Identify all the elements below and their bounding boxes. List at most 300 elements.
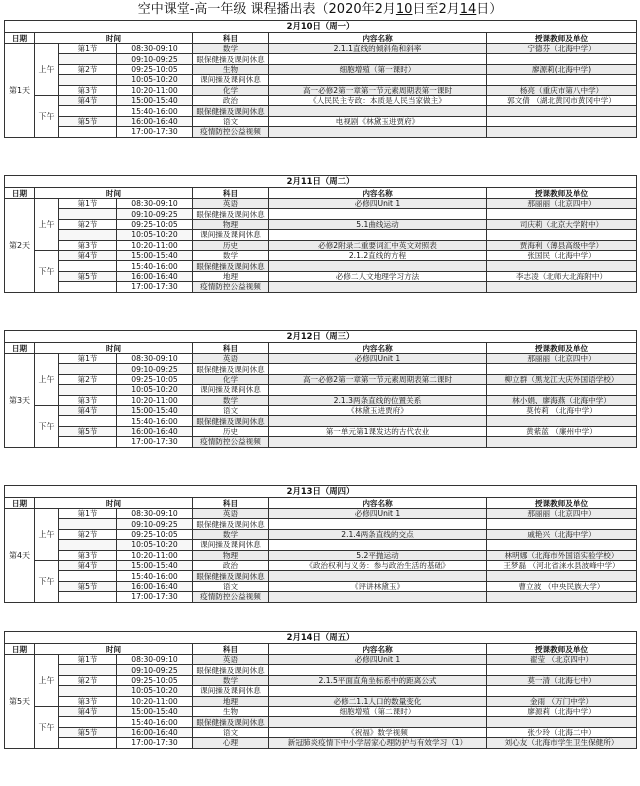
subject-cell: 英语 <box>193 354 269 364</box>
subject-cell: 地理 <box>193 271 269 281</box>
subject-cell: 课间操及课间休息 <box>193 230 269 240</box>
header-time: 时间 <box>35 498 193 509</box>
section-label: 第3节 <box>59 696 117 706</box>
content-cell: 细胞增殖（第一课时） <box>269 64 487 74</box>
time-cell: 15:40-16:00 <box>117 416 193 426</box>
teacher-cell: 林明娜（北海市外国语实验学校） <box>487 550 637 560</box>
header-teacher: 授课教师及单位 <box>487 498 637 509</box>
table-row <box>5 696 637 706</box>
section-label <box>59 261 117 271</box>
teacher-cell: 林小娟、廖海燕（北海中学） <box>487 395 637 405</box>
time-cell: 10:05-10:20 <box>117 75 193 85</box>
teacher-cell: 柳立群（黑龙江大庆外国语学校） <box>487 374 637 384</box>
content-cell: 《祝福》数学视频 <box>269 727 487 737</box>
content-cell <box>269 592 487 602</box>
time-cell: 15:00-15:40 <box>117 95 193 105</box>
subject-cell: 英语 <box>193 655 269 665</box>
date-heading: 2月13日（周四） <box>5 486 637 498</box>
subject-cell: 眼保健操及课间休息 <box>193 261 269 271</box>
teacher-cell <box>487 261 637 271</box>
title-start-day: 10 <box>395 2 413 17</box>
subject-cell: 英语 <box>193 509 269 519</box>
header-teacher: 授课教师及单位 <box>487 33 637 44</box>
section-label <box>59 75 117 85</box>
subject-cell: 眼保健操及课间休息 <box>193 364 269 374</box>
day-label: 第1天 <box>5 44 35 138</box>
content-cell: 5.2平抛运动 <box>269 550 487 560</box>
header-row <box>5 498 637 509</box>
time-cell: 15:00-15:40 <box>117 405 193 415</box>
time-cell: 15:40-16:00 <box>117 106 193 116</box>
section-label: 第4节 <box>59 95 117 105</box>
teacher-cell: 莫传莉 （北海中学） <box>487 405 637 415</box>
time-cell: 10:05-10:20 <box>117 385 193 395</box>
subject-cell: 历史 <box>193 426 269 436</box>
header-date: 日期 <box>5 343 35 354</box>
header-teacher: 授课教师及单位 <box>487 188 637 199</box>
subject-cell: 数学 <box>193 529 269 539</box>
section-label <box>59 364 117 374</box>
table-row <box>5 437 637 447</box>
section-label: 第3节 <box>59 395 117 405</box>
header-subject: 科目 <box>193 498 269 509</box>
table-row <box>5 199 637 209</box>
content-cell <box>269 519 487 529</box>
teacher-cell <box>487 540 637 550</box>
content-cell: 新冠肺炎疫情下中小学居家心理防护与有效学习（1） <box>269 738 487 748</box>
teacher-cell <box>487 54 637 64</box>
section-label <box>59 106 117 116</box>
content-cell <box>269 75 487 85</box>
subject-cell: 地理 <box>193 696 269 706</box>
subject-cell: 疫情防控公益视频 <box>193 282 269 292</box>
table-row <box>5 592 637 602</box>
section-label: 第5节 <box>59 426 117 436</box>
section-label: 第3节 <box>59 550 117 560</box>
teacher-cell <box>487 519 637 529</box>
table-row <box>5 75 637 85</box>
content-cell: 高一必修2第一章第一节元素周期表第二课时 <box>269 374 487 384</box>
subject-cell: 物理 <box>193 219 269 229</box>
subject-cell: 疫情防控公益视频 <box>193 127 269 137</box>
date-heading: 2月12日（周三） <box>5 331 637 343</box>
day-schedule-table <box>4 631 637 749</box>
content-cell: 第一单元第1课发达的古代农业 <box>269 426 487 436</box>
time-cell: 08:30-09:10 <box>117 354 193 364</box>
time-cell: 10:20-11:00 <box>117 85 193 95</box>
table-row <box>5 655 637 665</box>
section-label <box>59 519 117 529</box>
content-cell: 必修四Unit 1 <box>269 655 487 665</box>
header-row <box>5 33 637 44</box>
section-label <box>59 282 117 292</box>
teacher-cell <box>487 592 637 602</box>
content-cell <box>269 385 487 395</box>
time-cell: 10:20-11:00 <box>117 696 193 706</box>
time-cell: 08:30-09:10 <box>117 509 193 519</box>
subject-cell: 数学 <box>193 395 269 405</box>
section-label: 第3节 <box>59 240 117 250</box>
table-row <box>5 706 637 716</box>
teacher-cell <box>487 364 637 374</box>
subject-cell: 政治 <box>193 95 269 105</box>
header-content: 内容名称 <box>269 188 487 199</box>
subject-cell: 眼保健操及课间休息 <box>193 106 269 116</box>
subject-cell: 历史 <box>193 240 269 250</box>
period-label: 下午 <box>35 250 59 292</box>
section-label: 第3节 <box>59 85 117 95</box>
content-cell: 2.1.1直线的倾斜角和斜率 <box>269 44 487 54</box>
table-row <box>5 95 637 105</box>
section-label <box>59 416 117 426</box>
subject-cell: 化学 <box>193 374 269 384</box>
section-label <box>59 54 117 64</box>
table-row <box>5 64 637 74</box>
section-label: 第1节 <box>59 655 117 665</box>
time-cell: 09:25-10:05 <box>117 374 193 384</box>
title-prefix: 空中课堂-高一年级 课程播出表（2020年2月 <box>137 2 396 17</box>
time-cell: 15:40-16:00 <box>117 717 193 727</box>
table-row <box>5 665 637 675</box>
content-cell: 必修二1.1人口的数量变化 <box>269 696 487 706</box>
subject-cell: 课间操及课间休息 <box>193 540 269 550</box>
table-row <box>5 385 637 395</box>
time-cell: 17:00-17:30 <box>117 592 193 602</box>
subject-cell: 眼保健操及课间休息 <box>193 209 269 219</box>
time-cell: 09:25-10:05 <box>117 529 193 539</box>
table-row <box>5 85 637 95</box>
header-content: 内容名称 <box>269 343 487 354</box>
table-row <box>5 416 637 426</box>
teacher-cell: 黄紫蓝 （廉州中学） <box>487 426 637 436</box>
content-cell: 2.1.4两条直线的交点 <box>269 529 487 539</box>
table-row <box>5 529 637 539</box>
teacher-cell: 戚艳兴（北海中学） <box>487 529 637 539</box>
header-teacher: 授课教师及单位 <box>487 343 637 354</box>
header-time: 时间 <box>35 33 193 44</box>
section-label: 第5节 <box>59 727 117 737</box>
header-row <box>5 188 637 199</box>
section-label <box>59 686 117 696</box>
section-label: 第2节 <box>59 374 117 384</box>
table-row <box>5 374 637 384</box>
subject-cell: 语文 <box>193 116 269 126</box>
section-label <box>59 230 117 240</box>
section-label: 第5节 <box>59 271 117 281</box>
section-label <box>59 665 117 675</box>
table-row <box>5 230 637 240</box>
table-row <box>5 44 637 54</box>
subject-cell: 课间操及课间休息 <box>193 385 269 395</box>
section-label: 第1节 <box>59 509 117 519</box>
content-cell: 2.1.2直线的方程 <box>269 250 487 260</box>
time-cell: 17:00-17:30 <box>117 437 193 447</box>
teacher-cell <box>487 230 637 240</box>
teacher-cell: 李志凌（北师大北海附中） <box>487 271 637 281</box>
teacher-cell: 莫一清（北海七中） <box>487 675 637 685</box>
date-row <box>5 176 637 188</box>
time-cell: 09:10-09:25 <box>117 364 193 374</box>
section-label: 第2节 <box>59 529 117 539</box>
content-cell: 电视剧《林黛玉进贾府》 <box>269 116 487 126</box>
teacher-cell <box>487 717 637 727</box>
subject-cell: 语文 <box>193 581 269 591</box>
table-row <box>5 509 637 519</box>
time-cell: 15:40-16:00 <box>117 571 193 581</box>
table-row <box>5 581 637 591</box>
subject-cell: 眼保健操及课间休息 <box>193 717 269 727</box>
day-schedule-table <box>4 485 637 603</box>
time-cell: 08:30-09:10 <box>117 655 193 665</box>
subject-cell: 生物 <box>193 706 269 716</box>
subject-cell: 政治 <box>193 560 269 570</box>
table-row <box>5 738 637 748</box>
section-label <box>59 571 117 581</box>
period-label: 上午 <box>35 199 59 251</box>
day-label: 第2天 <box>5 199 35 293</box>
teacher-cell: 翟莹 （北京四中） <box>487 655 637 665</box>
content-cell <box>269 364 487 374</box>
content-cell <box>269 416 487 426</box>
time-cell: 17:00-17:30 <box>117 282 193 292</box>
time-cell: 15:40-16:00 <box>117 261 193 271</box>
teacher-cell: 郭文倩 （湖北黄冈市黄冈中学） <box>487 95 637 105</box>
section-label: 第2节 <box>59 64 117 74</box>
time-cell: 09:25-10:05 <box>117 219 193 229</box>
section-label: 第4节 <box>59 706 117 716</box>
time-cell: 09:25-10:05 <box>117 675 193 685</box>
table-row <box>5 550 637 560</box>
period-label: 下午 <box>35 95 59 137</box>
subject-cell: 眼保健操及课间休息 <box>193 54 269 64</box>
subject-cell: 生物 <box>193 64 269 74</box>
table-row <box>5 727 637 737</box>
teacher-cell: 张少玲（北海二中） <box>487 727 637 737</box>
content-cell: 《林黛玉进贾府》 <box>269 405 487 415</box>
content-cell <box>269 282 487 292</box>
teacher-cell: 张国民（北海中学） <box>487 250 637 260</box>
section-label <box>59 127 117 137</box>
subject-cell: 英语 <box>193 199 269 209</box>
header-row <box>5 644 637 655</box>
table-row <box>5 282 637 292</box>
content-cell <box>269 209 487 219</box>
teacher-cell: 那丽丽（北京四中） <box>487 509 637 519</box>
header-date: 日期 <box>5 33 35 44</box>
content-cell <box>269 106 487 116</box>
header-date: 日期 <box>5 498 35 509</box>
content-cell <box>269 54 487 64</box>
content-cell <box>269 437 487 447</box>
time-cell: 17:00-17:30 <box>117 738 193 748</box>
header-time: 时间 <box>35 644 193 655</box>
header-content: 内容名称 <box>269 33 487 44</box>
time-cell: 09:10-09:25 <box>117 209 193 219</box>
time-cell: 16:00-16:40 <box>117 581 193 591</box>
section-label: 第1节 <box>59 199 117 209</box>
table-row <box>5 395 637 405</box>
header-subject: 科目 <box>193 33 269 44</box>
teacher-cell: 金雨 （万门中学） <box>487 696 637 706</box>
section-label: 第2节 <box>59 219 117 229</box>
section-label: 第4节 <box>59 405 117 415</box>
content-cell: 必修2附录二重要词汇中英文对照表 <box>269 240 487 250</box>
section-label: 第2节 <box>59 675 117 685</box>
period-label: 下午 <box>35 405 59 447</box>
time-cell: 09:10-09:25 <box>117 519 193 529</box>
period-label: 上午 <box>35 44 59 96</box>
section-label: 第4节 <box>59 560 117 570</box>
section-label: 第5节 <box>59 581 117 591</box>
content-cell: 必修二人文地理学习方法 <box>269 271 487 281</box>
date-heading: 2月10日（周一） <box>5 21 637 33</box>
teacher-cell <box>487 686 637 696</box>
section-label: 第1节 <box>59 44 117 54</box>
section-label: 第4节 <box>59 250 117 260</box>
teacher-cell <box>487 282 637 292</box>
time-cell: 16:00-16:40 <box>117 271 193 281</box>
day-schedule-table <box>4 330 637 448</box>
subject-cell: 课间操及课间休息 <box>193 75 269 85</box>
time-cell: 15:00-15:40 <box>117 706 193 716</box>
time-cell: 09:10-09:25 <box>117 665 193 675</box>
time-cell: 15:00-15:40 <box>117 250 193 260</box>
table-row <box>5 560 637 570</box>
subject-cell: 眼保健操及课间休息 <box>193 665 269 675</box>
date-heading: 2月14日（周五） <box>5 632 637 644</box>
table-row <box>5 54 637 64</box>
subject-cell: 眼保健操及课间休息 <box>193 416 269 426</box>
period-label: 下午 <box>35 560 59 602</box>
time-cell: 09:10-09:25 <box>117 54 193 64</box>
content-cell <box>269 571 487 581</box>
day-schedule-table <box>4 20 637 138</box>
table-row <box>5 271 637 281</box>
time-cell: 10:05-10:20 <box>117 540 193 550</box>
date-heading: 2月11日（周二） <box>5 176 637 188</box>
header-subject: 科目 <box>193 343 269 354</box>
teacher-cell: 贾海利（薄县高级中学） <box>487 240 637 250</box>
section-label <box>59 385 117 395</box>
content-cell: 《评讲林黛玉》 <box>269 581 487 591</box>
teacher-cell <box>487 416 637 426</box>
teacher-cell: 曹立波 （中央民族大学） <box>487 581 637 591</box>
header-content: 内容名称 <box>269 498 487 509</box>
table-row <box>5 209 637 219</box>
table-row <box>5 717 637 727</box>
content-cell: 《人民民主专政：本质是人民当家做主》 <box>269 95 487 105</box>
content-cell <box>269 127 487 137</box>
content-cell: 细胞增殖（第二课时） <box>269 706 487 716</box>
subject-cell: 疫情防控公益视频 <box>193 592 269 602</box>
header-date: 日期 <box>5 188 35 199</box>
header-teacher: 授课教师及单位 <box>487 644 637 655</box>
table-row <box>5 106 637 116</box>
content-cell: 《政治权利与义务：参与政治生活的基础》 <box>269 560 487 570</box>
date-row <box>5 331 637 343</box>
table-row <box>5 571 637 581</box>
teacher-cell <box>487 106 637 116</box>
teacher-cell: 宁德芬（北海中学） <box>487 44 637 54</box>
title-suffix: 日） <box>476 2 503 17</box>
time-cell: 10:05-10:20 <box>117 230 193 240</box>
time-cell: 16:00-16:40 <box>117 727 193 737</box>
subject-cell: 语文 <box>193 727 269 737</box>
time-cell: 15:00-15:40 <box>117 560 193 570</box>
table-row <box>5 540 637 550</box>
teacher-cell: 廖源莉(北海中学) <box>487 64 637 74</box>
title-middle: 日至2月 <box>412 2 460 17</box>
subject-cell: 疫情防控公益视频 <box>193 437 269 447</box>
section-label <box>59 437 117 447</box>
table-row <box>5 686 637 696</box>
period-label: 上午 <box>35 655 59 707</box>
section-label <box>59 209 117 219</box>
content-cell: 2.1.5平面直角坐标系中的距离公式 <box>269 675 487 685</box>
table-row <box>5 426 637 436</box>
teacher-cell <box>487 127 637 137</box>
day-label: 第4天 <box>5 509 35 603</box>
content-cell: 5.1曲线运动 <box>269 219 487 229</box>
time-cell: 17:00-17:30 <box>117 127 193 137</box>
header-date: 日期 <box>5 644 35 655</box>
header-subject: 科目 <box>193 644 269 655</box>
day-label: 第5天 <box>5 655 35 749</box>
header-time: 时间 <box>35 188 193 199</box>
teacher-cell: 刘心友（北海市学生卫生保健所） <box>487 738 637 748</box>
period-label: 上午 <box>35 509 59 561</box>
teacher-cell: 王梦磊 （河北省涞水县波峰中学） <box>487 560 637 570</box>
time-cell: 10:20-11:00 <box>117 550 193 560</box>
content-cell: 高一必修2第一章第一节元素周期表第一课时 <box>269 85 487 95</box>
header-content: 内容名称 <box>269 644 487 655</box>
day-schedule-table <box>4 175 637 293</box>
content-cell: 必修四Unit 1 <box>269 354 487 364</box>
table-row <box>5 675 637 685</box>
time-cell: 10:05-10:20 <box>117 686 193 696</box>
teacher-cell: 杨亮（重庆市第八中学） <box>487 85 637 95</box>
content-cell <box>269 717 487 727</box>
table-row <box>5 127 637 137</box>
teacher-cell: 那丽丽（北京四中） <box>487 354 637 364</box>
table-row <box>5 250 637 260</box>
time-cell: 10:20-11:00 <box>117 395 193 405</box>
time-cell: 09:25-10:05 <box>117 64 193 74</box>
time-cell: 10:20-11:00 <box>117 240 193 250</box>
page-title <box>0 0 640 20</box>
content-cell: 2.1.3两条直线的位置关系 <box>269 395 487 405</box>
time-cell: 16:00-16:40 <box>117 116 193 126</box>
subject-cell: 数学 <box>193 675 269 685</box>
subject-cell: 数学 <box>193 44 269 54</box>
time-cell: 16:00-16:40 <box>117 426 193 436</box>
title-end-day: 14 <box>459 2 477 17</box>
content-cell <box>269 540 487 550</box>
teacher-cell: 那丽丽（北京四中） <box>487 199 637 209</box>
subject-cell: 课间操及课间休息 <box>193 686 269 696</box>
date-row <box>5 486 637 498</box>
teacher-cell <box>487 385 637 395</box>
teacher-cell: 廖源莉（北海中学） <box>487 706 637 716</box>
table-row <box>5 240 637 250</box>
subject-cell: 化学 <box>193 85 269 95</box>
table-row <box>5 219 637 229</box>
content-cell <box>269 261 487 271</box>
subject-cell: 数学 <box>193 250 269 260</box>
section-label <box>59 540 117 550</box>
table-row <box>5 261 637 271</box>
section-label: 第5节 <box>59 116 117 126</box>
